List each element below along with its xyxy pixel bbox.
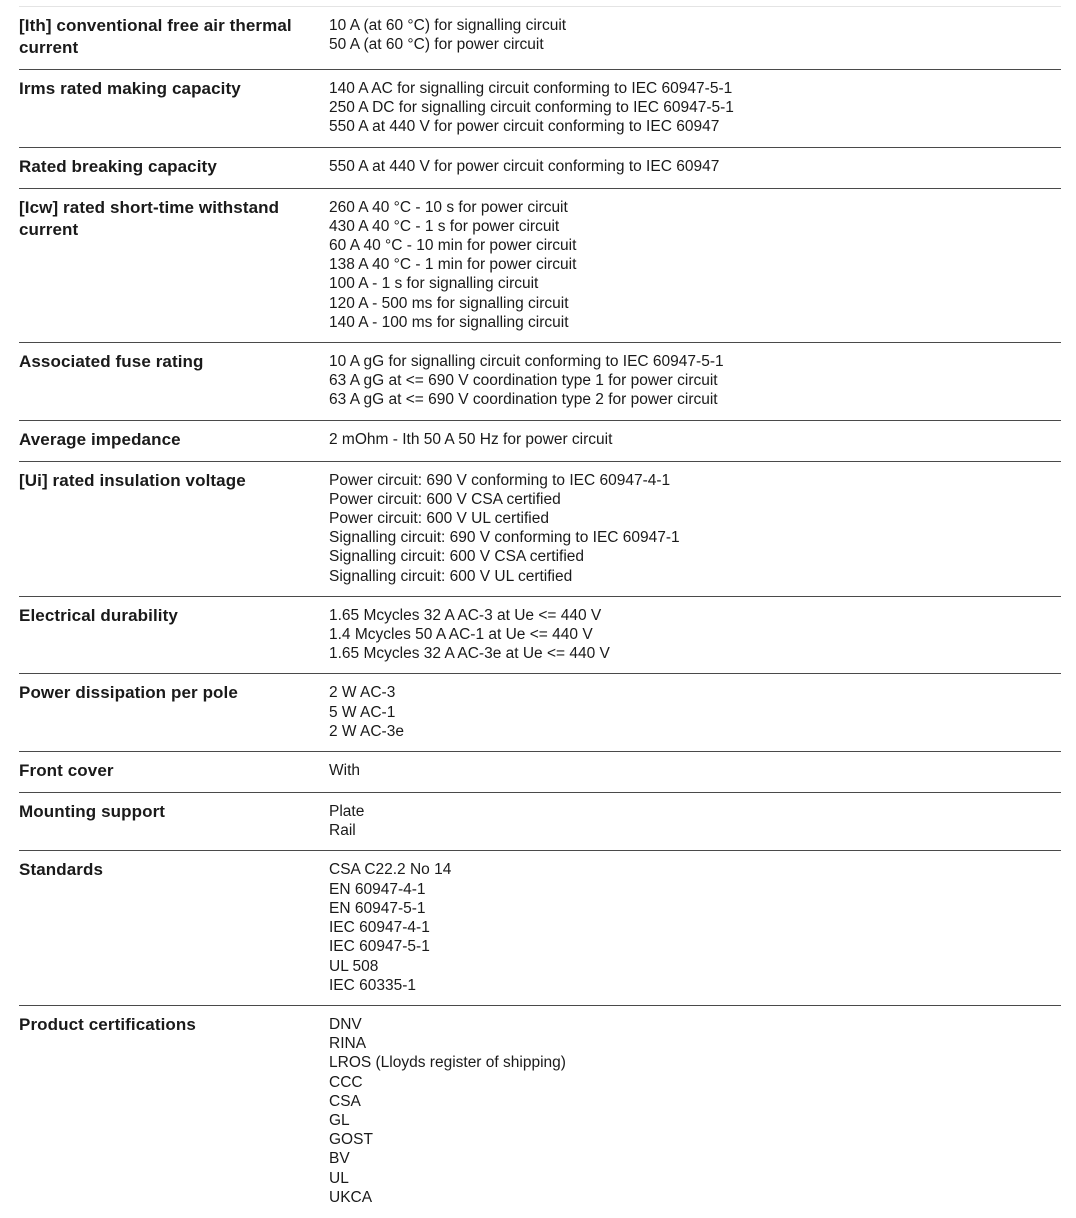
spec-value: Signalling circuit: 690 V conforming to IEC 60947-1: [329, 529, 680, 547]
spec-row: [19, 793, 1061, 851]
spec-value: 63 A gG at <= 690 V coordination type 2 for power circuit: [329, 391, 718, 409]
spec-value: Signalling circuit: 600 V UL certified: [329, 567, 573, 585]
spec-value: 430 A 40 °C - 1 s for power circuit: [329, 217, 560, 235]
spec-row: [19, 752, 1061, 793]
spec-value: 140 A - 100 ms for signalling circuit: [329, 313, 569, 331]
spec-label: Associated fuse rating: [19, 352, 204, 372]
spec-row: [19, 462, 1061, 597]
spec-row: [19, 70, 1061, 148]
spec-value: IEC 60947-4-1: [329, 919, 430, 937]
spec-value: 5 W AC-1: [329, 703, 396, 721]
spec-rows: [19, 7, 1061, 1217]
spec-label: Standards: [19, 860, 104, 880]
spec-value: Rail: [329, 822, 356, 840]
spec-values: [329, 429, 1061, 451]
spec-values: [329, 801, 1061, 840]
spec-label: [Icw] rated short-time withstand current: [19, 197, 280, 239]
spec-value: LROS (Lloyds register of shipping): [329, 1054, 566, 1072]
spec-label: [Ith] conventional free air thermal current: [19, 16, 292, 57]
spec-label: Electrical durability: [19, 605, 178, 625]
spec-values: [329, 78, 1061, 137]
spec-row: [19, 851, 1061, 1005]
spec-label: Power dissipation per pole: [19, 683, 238, 703]
spec-value: 138 A 40 °C - 1 min for power circuit: [329, 256, 577, 274]
spec-value: CSA C22.2 No 14: [329, 861, 452, 879]
spec-value: EN 60947-4-1: [329, 880, 426, 898]
spec-label: Average impedance: [19, 429, 181, 449]
spec-values: [329, 859, 1061, 994]
spec-value: Plate: [329, 803, 365, 821]
spec-row: [19, 421, 1061, 462]
spec-value: IEC 60335-1: [329, 976, 417, 994]
spec-table: [19, 6, 1061, 1217]
spec-values: [329, 1014, 1061, 1207]
spec-row: [19, 597, 1061, 675]
spec-value: RINA: [329, 1035, 367, 1053]
spec-value: 60 A 40 °C - 10 min for power circuit: [329, 237, 577, 255]
spec-row: [19, 343, 1061, 421]
spec-value: 10 A (at 60 °C) for signalling circuit: [329, 17, 567, 34]
spec-row: [19, 7, 1061, 70]
spec-label: Product certifications: [19, 1014, 196, 1034]
spec-value: GL: [329, 1111, 350, 1129]
spec-value: Power circuit: 600 V CSA certified: [329, 490, 561, 508]
spec-value: UKCA: [329, 1188, 373, 1206]
spec-value: 140 A AC for signalling circuit conforming to IEC 60947-5-1: [329, 80, 733, 97]
spec-value: UL: [329, 1169, 349, 1187]
spec-values: [329, 197, 1061, 332]
spec-value: Power circuit: 690 V conforming to IEC 60947-4-1: [329, 471, 671, 489]
spec-values: [329, 682, 1061, 741]
spec-value: Signalling circuit: 600 V CSA certified: [329, 548, 585, 566]
spec-value: 1.65 Mcycles 32 A AC-3e at Ue <= 440 V: [329, 645, 610, 663]
spec-row: [19, 189, 1061, 343]
spec-value: 1.65 Mcycles 32 A AC-3 at Ue <= 440 V: [329, 606, 602, 624]
spec-row: [19, 1006, 1061, 1217]
spec-value: 550 A at 440 V for power circuit conforming to IEC 60947: [329, 118, 720, 136]
spec-value: Power circuit: 600 V UL certified: [329, 510, 549, 528]
spec-value: 2 W AC-3: [329, 684, 396, 702]
spec-value: CCC: [329, 1073, 363, 1091]
spec-values: [329, 605, 1061, 664]
spec-values: [329, 760, 1061, 782]
spec-label: Rated breaking capacity: [19, 156, 217, 176]
spec-label: Front cover: [19, 761, 114, 781]
spec-value: CSA: [329, 1092, 361, 1110]
spec-values: [329, 15, 1061, 59]
spec-value: 1.4 Mcycles 50 A AC-1 at Ue <= 440 V: [329, 626, 593, 644]
spec-value: 250 A DC for signalling circuit conforming to IEC 60947-5-1: [329, 99, 734, 117]
spec-label: Irms rated making capacity: [19, 79, 241, 98]
spec-values: [329, 156, 1061, 178]
spec-label: Mounting support: [19, 802, 166, 822]
spec-value: 63 A gG at <= 690 V coordination type 1 for power circuit: [329, 372, 718, 390]
spec-value: 120 A - 500 ms for signalling circuit: [329, 294, 569, 312]
spec-values: [329, 351, 1061, 410]
spec-value: UL 508: [329, 957, 379, 975]
spec-value: EN 60947-5-1: [329, 899, 426, 917]
spec-value: IEC 60947-5-1: [329, 938, 430, 956]
spec-row: [19, 674, 1061, 752]
spec-value: 2 W AC-3e: [329, 722, 404, 740]
spec-value: 10 A gG for signalling circuit conforming to IEC 60947-5-1: [329, 353, 724, 371]
spec-row: [19, 148, 1061, 189]
spec-values: [329, 470, 1061, 586]
spec-value: 2 mOhm - Ith 50 A 50 Hz for power circuit: [329, 430, 613, 448]
spec-value: 260 A 40 °C - 10 s for power circuit: [329, 198, 568, 216]
spec-value: BV: [329, 1150, 350, 1168]
spec-value: 100 A - 1 s for signalling circuit: [329, 275, 539, 293]
spec-value: With: [329, 762, 360, 780]
spec-value: DNV: [329, 1015, 362, 1033]
spec-value: GOST: [329, 1131, 373, 1149]
spec-value: 50 A (at 60 °C) for power circuit: [329, 36, 544, 54]
spec-label: [Ui] rated insulation voltage: [19, 470, 246, 490]
spec-value: 550 A at 440 V for power circuit conforming to IEC 60947: [329, 157, 720, 175]
